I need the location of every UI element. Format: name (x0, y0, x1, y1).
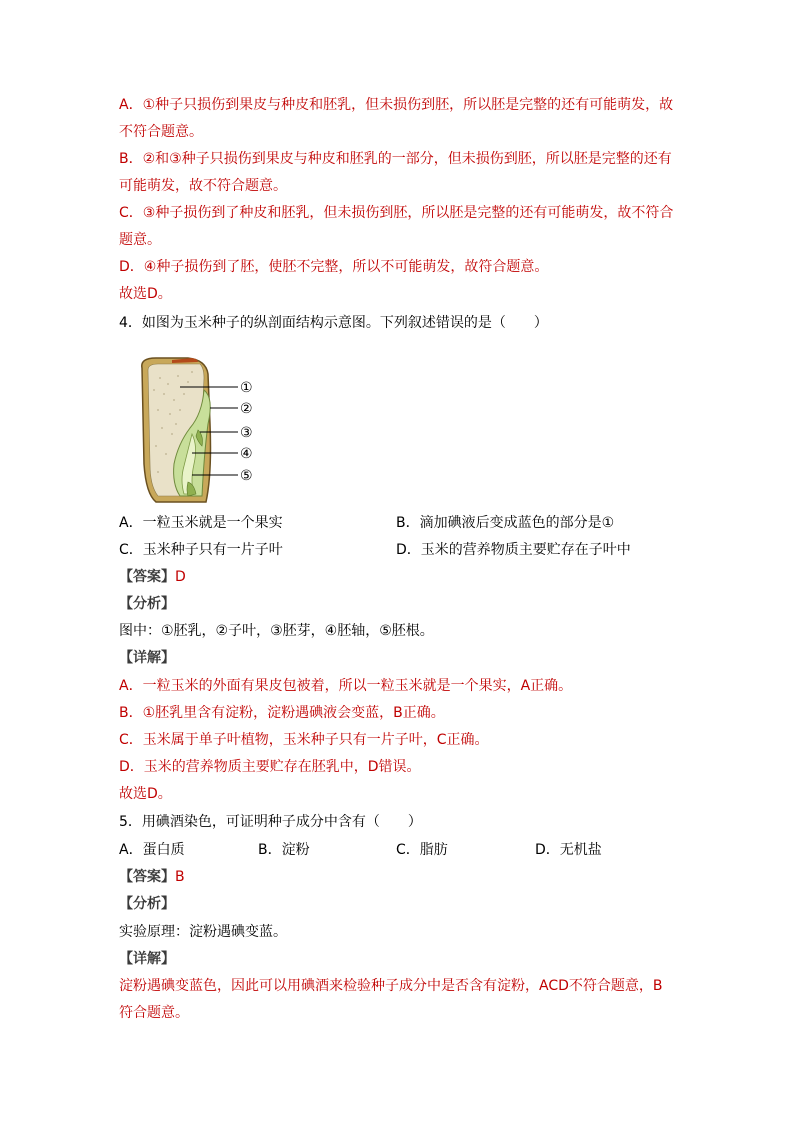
q4-option-b: B．滴加碘液后变成蓝色的部分是① (396, 515, 615, 531)
q5-detail-line: 符合题意。 (119, 1005, 189, 1021)
q5-detail-tag: 【详解】 (119, 951, 175, 967)
q5-analysis-tag: 【分析】 (119, 896, 175, 912)
q4-detail-tag: 【详解】 (119, 650, 175, 666)
q3-explanation-line: C．③种子损伤到了种皮和胚乳，但未损伤到胚，所以胚是完整的还有可能萌发，故不符合 (119, 205, 674, 221)
q3-explanation-line: A．①种子只损伤到果皮与种皮和胚乳，但未损伤到胚，所以胚是完整的还有可能萌发，故 (119, 97, 674, 113)
q5-answer (119, 867, 185, 887)
q4-stem: 4．如图为玉米种子的纵剖面结构示意图。下列叙述错误的是（ ） (119, 315, 548, 331)
q4-conclusion: 故选D。 (119, 786, 172, 802)
q4-detail-line: A．一粒玉米的外面有果皮包被着，所以一粒玉米就是一个果实，A正确。 (119, 678, 573, 694)
q5-option-d: D．无机盐 (535, 842, 602, 858)
figure-label: ③ (240, 425, 253, 441)
figure-label: ① (240, 380, 253, 396)
q3-explanation-line: 不符合题意。 (119, 124, 203, 140)
q4-detail-line: C．玉米属于单子叶植物，玉米种子只有一片子叶，C正确。 (119, 732, 489, 748)
q5-option-a: A．蛋白质 (119, 842, 185, 858)
figure-label: ② (240, 401, 253, 417)
q5-option-c: C．脂肪 (396, 842, 448, 858)
q5-analysis-text: 实验原理：淀粉遇碘变蓝。 (119, 924, 287, 940)
answer-value: D (175, 569, 186, 585)
q4-detail-line: B．①胚乳里含有淀粉，淀粉遇碘液会变蓝，B正确。 (119, 705, 445, 721)
q3-explanation-line: 题意。 (119, 232, 161, 248)
q4-analysis-text: 图中：①胚乳，②子叶，③胚芽，④胚轴，⑤胚根。 (119, 623, 434, 639)
q4-detail-line: D．玉米的营养物质主要贮存在胚乳中，D错误。 (119, 759, 421, 775)
figure-label: ⑤ (240, 468, 253, 484)
corn-seed-diagram (128, 354, 268, 508)
answer-value: B (175, 869, 185, 885)
q4-option-a: A．一粒玉米就是一个果实 (119, 515, 283, 531)
q3-explanation-line: 可能萌发，故不符合题意。 (119, 178, 287, 194)
q4-analysis-tag: 【分析】 (119, 596, 175, 612)
answer-tag: 【答案】 (119, 869, 175, 885)
q4-option-c: C．玉米种子只有一片子叶 (119, 542, 283, 558)
q5-detail-line: 淀粉遇碘变蓝色，因此可以用碘酒来检验种子成分中是否含有淀粉，ACD不符合题意，B (119, 978, 663, 994)
q3-conclusion: 故选D。 (119, 286, 172, 302)
q5-option-b: B．淀粉 (258, 842, 310, 858)
q3-explanation-line: D．④种子损伤到了胚，使胚不完整，所以不可能萌发，故符合题意。 (119, 259, 549, 275)
figure-label: ④ (240, 446, 253, 462)
q4-option-d: D．玉米的营养物质主要贮存在子叶中 (396, 542, 631, 558)
answer-tag: 【答案】 (119, 569, 175, 585)
q4-answer (119, 567, 186, 587)
q5-stem: 5．用碘酒染色，可证明种子成分中含有（ ） (119, 814, 422, 830)
q3-explanation-line: B．②和③种子只损伤到果皮与种皮和胚乳的一部分，但未损伤到胚，所以胚是完整的还有 (119, 151, 672, 167)
